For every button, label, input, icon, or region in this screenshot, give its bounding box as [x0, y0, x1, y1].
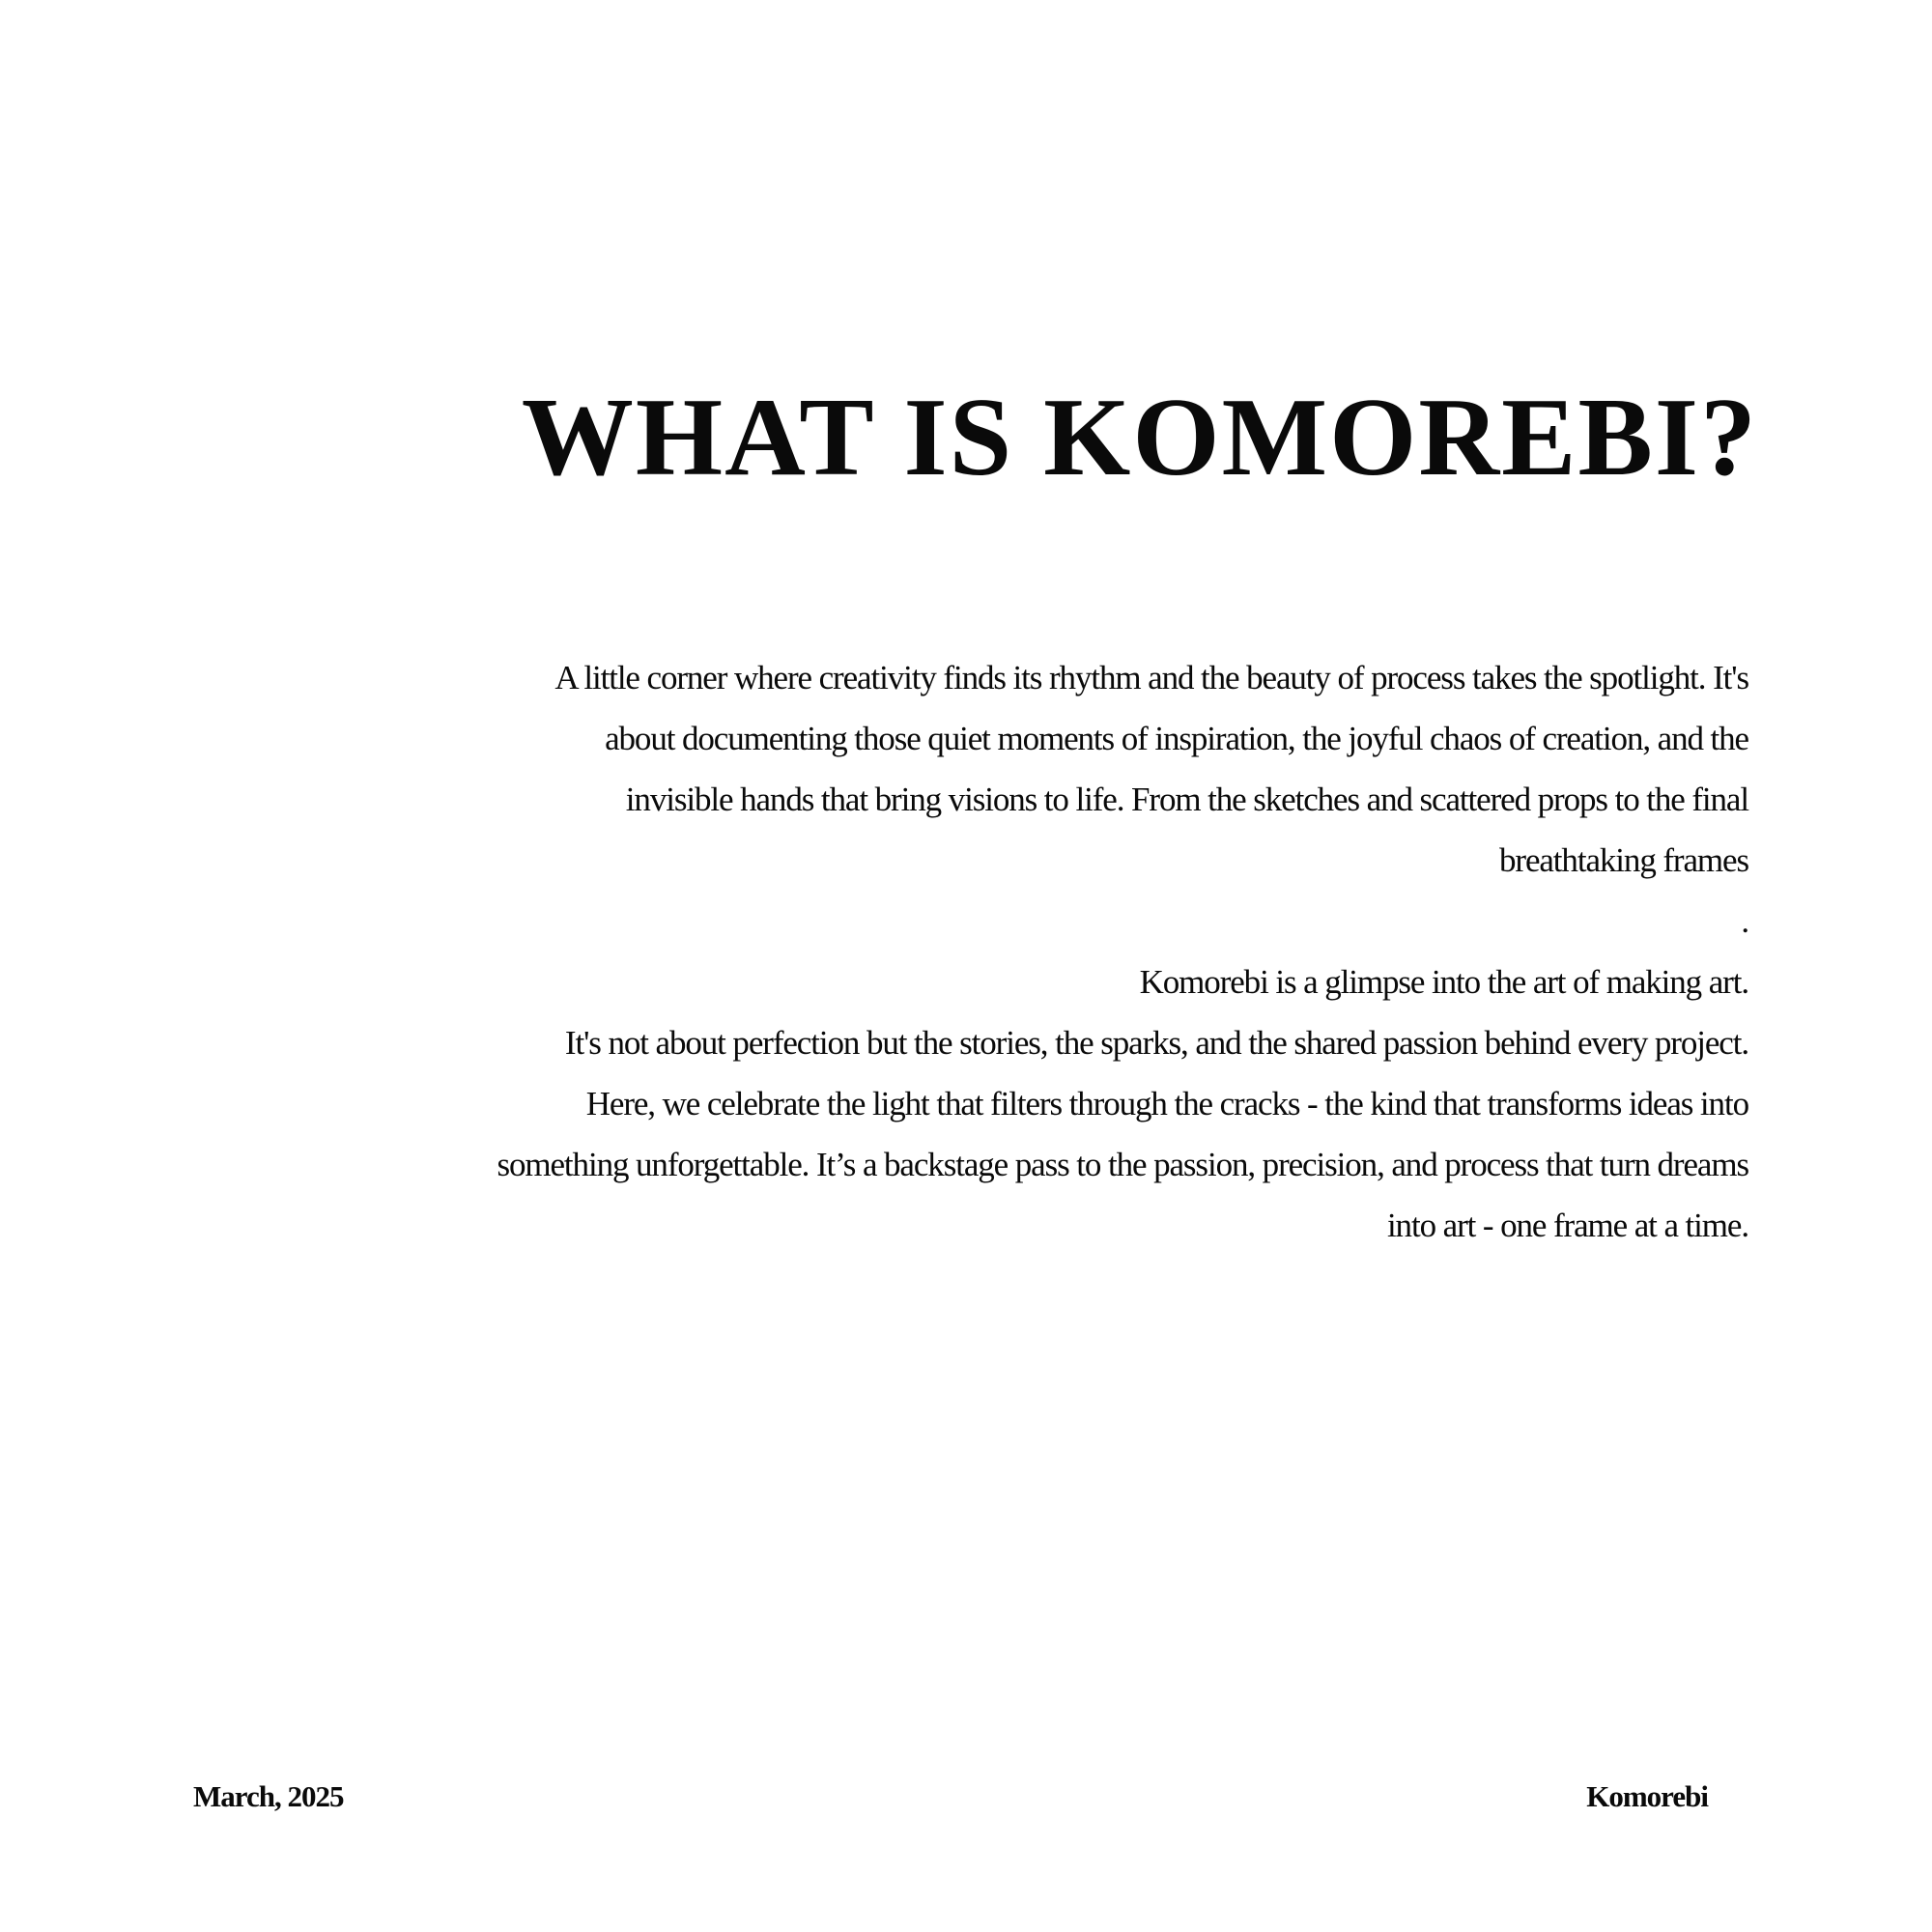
- description-line: something unforgettable. It’s a backstage pass to the passion, precision, and process that turn dreams: [497, 1146, 1748, 1183]
- description-line: invisible hands that bring visions to life. From the sketches and scattered props to the final: [625, 781, 1748, 818]
- description-line: about documenting those quiet moments of inspiration, the joyful chaos of creation, and the: [605, 720, 1748, 757]
- footer-brand: Komorebi: [1586, 1779, 1708, 1813]
- description-text: [319, 647, 1748, 1256]
- description-line: .: [1741, 902, 1748, 940]
- footer-date: March, 2025: [193, 1779, 344, 1813]
- description-line: Komorebi is a glimpse into the art of making art.: [1139, 963, 1748, 1001]
- description-line: into art - one frame at a time.: [1386, 1207, 1748, 1244]
- description-line: It's not about perfection but the stories, the sparks, and the shared passion behind every project.: [564, 1024, 1748, 1062]
- description-line: Here, we celebrate the light that filters through the cracks - the kind that transforms ideas into: [585, 1085, 1748, 1122]
- page-title: WHAT IS KOMOREBI?: [521, 376, 1758, 499]
- description-line: breathtaking frames: [1498, 841, 1748, 879]
- description-line: A little corner where creativity finds its rhythm and the beauty of process takes the spotlight. It's: [554, 659, 1748, 696]
